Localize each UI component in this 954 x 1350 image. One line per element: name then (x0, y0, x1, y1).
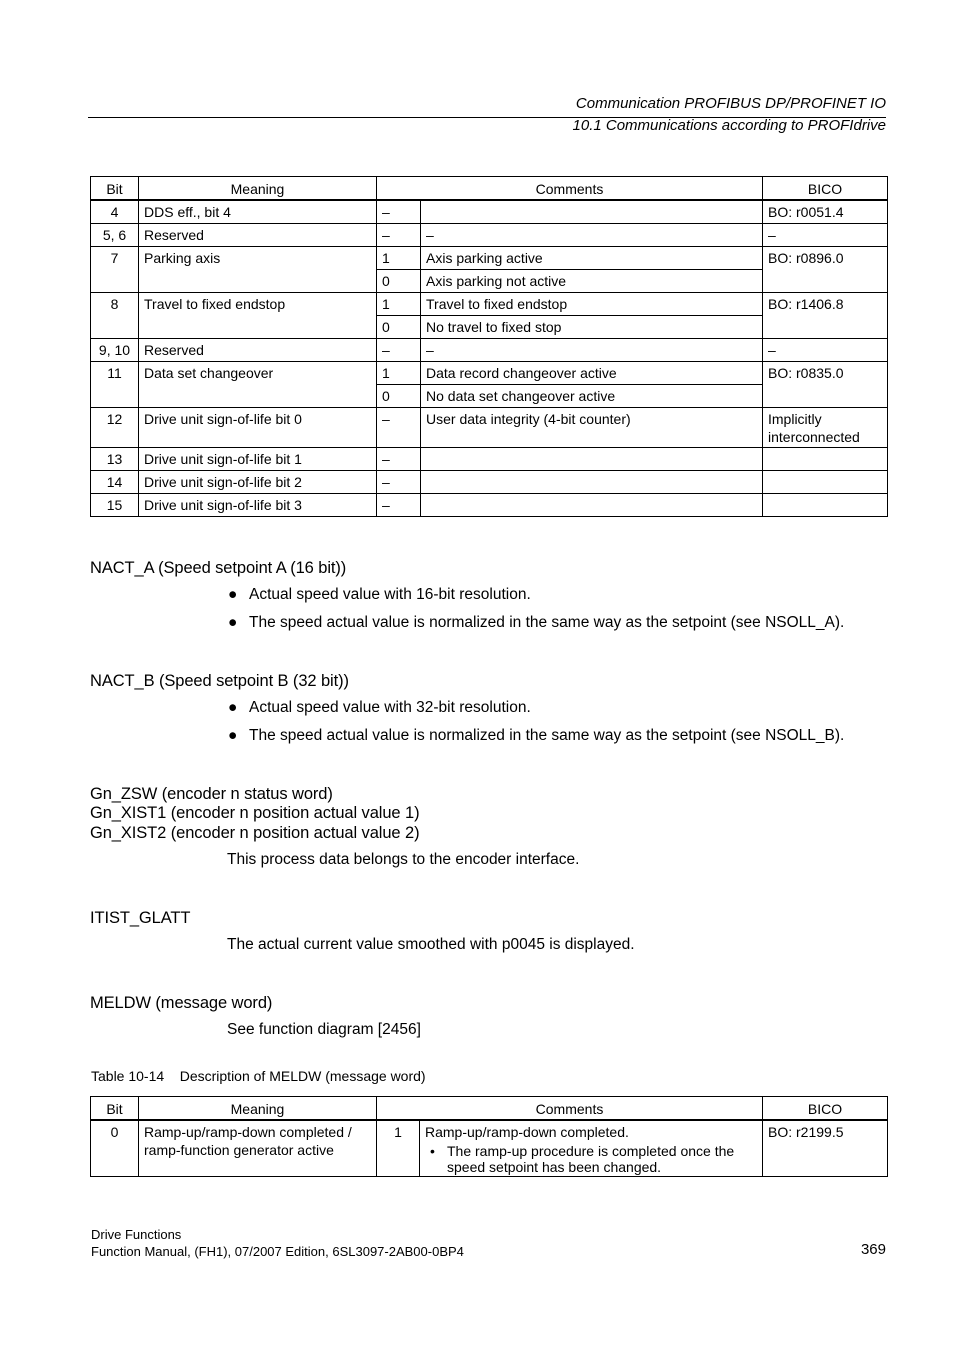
footer-title: Drive Functions (91, 1227, 182, 1242)
meaning-cell: Ramp-up/ramp-down completed / ramp-function generator active (139, 1120, 377, 1177)
col-header-meaning: Meaning (139, 177, 377, 201)
col-header-bico: BICO (763, 177, 888, 201)
comment-cell: Axis parking active (421, 247, 763, 270)
bullet-dot-icon: ● (228, 586, 238, 603)
table-row (91, 339, 888, 362)
meaning-cell: Parking axis (139, 247, 377, 293)
value-cell: 1 (377, 362, 421, 385)
bullet-dot-icon: • (430, 1143, 435, 1159)
bit-cell: 11 (91, 362, 139, 408)
page-number: 369 (860, 1241, 886, 1258)
bico-cell: BO: r2199.5 (763, 1120, 888, 1177)
bit-cell: 4 (91, 200, 139, 224)
table-row (91, 362, 888, 385)
table-row (91, 247, 888, 270)
comment-cell (421, 494, 763, 517)
bullet-text: The speed actual value is normalized in the same way as the setpoint (see NSOLL_B). (249, 727, 845, 744)
bico-cell (763, 448, 888, 471)
value-cell: – (377, 448, 421, 471)
value-cell: – (377, 408, 421, 448)
meldw-table (90, 1096, 888, 1177)
bit-cell: 0 (91, 1120, 139, 1177)
section-heading-meldw: MELDW (message word) (90, 994, 273, 1012)
bit-cell: 5, 6 (91, 224, 139, 247)
footer-edition: Function Manual, (FH1), 07/2007 Edition, 6SL3097-2AB00-0BP4 (91, 1244, 464, 1259)
section-heading-gn-xist1: Gn_XIST1 (encoder n position actual value 1) (90, 804, 420, 822)
table-row (91, 408, 888, 448)
table-row (91, 471, 888, 494)
value-cell: 1 (377, 293, 421, 316)
meaning-cell: Drive unit sign-of-life bit 2 (139, 471, 377, 494)
meaning-cell: Reserved (139, 224, 377, 247)
table-header-row (91, 1097, 888, 1121)
section-heading-gn-zsw: Gn_ZSW (encoder n status word) (90, 785, 333, 803)
comment-bullet-list (425, 1143, 757, 1175)
table-row (91, 448, 888, 471)
comment-cell (421, 200, 763, 224)
comment-cell: Travel to fixed endstop (421, 293, 763, 316)
bit-cell: 12 (91, 408, 139, 448)
bit-cell: 9, 10 (91, 339, 139, 362)
bit-cell: 14 (91, 471, 139, 494)
bico-cell: Implicitly interconnected (763, 408, 888, 448)
meaning-cell: Drive unit sign-of-life bit 3 (139, 494, 377, 517)
col-header-bit: Bit (91, 1097, 139, 1121)
bico-cell: BO: r1406.8 (763, 293, 888, 339)
running-header-section: 10.1 Communications according to PROFIdrive (572, 117, 886, 134)
value-cell: 1 (377, 247, 421, 270)
bit-cell: 7 (91, 247, 139, 293)
value-cell: – (377, 200, 421, 224)
col-header-comments: Comments (377, 1097, 763, 1121)
section-heading-itist: ITIST_GLATT (90, 909, 191, 927)
comment-cell: Data record changeover active (421, 362, 763, 385)
bico-cell (763, 471, 888, 494)
meaning-cell: Travel to fixed endstop (139, 293, 377, 339)
value-cell: 1 (377, 1120, 420, 1177)
list-item (425, 1143, 757, 1175)
body-paragraph: The actual current value smoothed with p0045 is displayed. (227, 936, 635, 953)
meaning-cell: Reserved (139, 339, 377, 362)
comment-cell: No data set changeover active (421, 385, 763, 408)
meaning-cell: Drive unit sign-of-life bit 0 (139, 408, 377, 448)
bico-cell: – (763, 224, 888, 247)
comment-cell: No travel to fixed stop (421, 316, 763, 339)
section-heading-gn-xist2: Gn_XIST2 (encoder n position actual value 2) (90, 824, 420, 842)
table-row (91, 293, 888, 316)
value-cell: – (377, 224, 421, 247)
comment-cell: – (421, 224, 763, 247)
value-cell: – (377, 339, 421, 362)
bullet-dot-icon: ● (228, 614, 238, 631)
comment-cell (420, 1120, 763, 1177)
table-caption: Table 10-14 Description of MELDW (message word) (91, 1068, 426, 1084)
meaning-cell: Data set changeover (139, 362, 377, 408)
col-header-bit: Bit (91, 177, 139, 201)
meaning-cell: Drive unit sign-of-life bit 1 (139, 448, 377, 471)
bit-cell: 13 (91, 448, 139, 471)
bico-cell: BO: r0051.4 (763, 200, 888, 224)
bullet-text: The ramp-up procedure is completed once the speed setpoint has been changed. (447, 1143, 735, 1175)
value-cell: – (377, 494, 421, 517)
col-header-bico: BICO (763, 1097, 888, 1121)
value-cell: – (377, 471, 421, 494)
meaning-cell: DDS eff., bit 4 (139, 200, 377, 224)
bullet-text: The speed actual value is normalized in the same way as the setpoint (see NSOLL_A). (249, 614, 845, 631)
comment-cell: – (421, 339, 763, 362)
body-paragraph: See function diagram [2456] (227, 1021, 421, 1038)
bit-table (90, 176, 888, 517)
value-cell: 0 (377, 316, 421, 339)
comment-cell (421, 471, 763, 494)
bico-cell (763, 494, 888, 517)
comment-cell: Axis parking not active (421, 270, 763, 293)
section-heading-nact-a: NACT_A (Speed setpoint A (16 bit)) (90, 559, 347, 577)
bit-cell: 8 (91, 293, 139, 339)
bullet-dot-icon: ● (228, 699, 238, 716)
value-cell: 0 (377, 385, 421, 408)
comment-cell: User data integrity (4-bit counter) (421, 408, 763, 448)
table-header-row (91, 177, 888, 201)
bico-cell: BO: r0896.0 (763, 247, 888, 293)
section-heading-nact-b: NACT_B (Speed setpoint B (32 bit)) (90, 672, 349, 690)
bullet-text: Actual speed value with 32-bit resolution. (249, 699, 531, 716)
bullet-dot-icon: ● (228, 727, 238, 744)
table-row (91, 200, 888, 224)
table-row (91, 224, 888, 247)
value-cell: 0 (377, 270, 421, 293)
comment-text: Ramp-up/ramp-down completed. (425, 1124, 629, 1140)
bit-cell: 15 (91, 494, 139, 517)
table-row (91, 1120, 888, 1177)
col-header-comments: Comments (377, 177, 763, 201)
table-row (91, 494, 888, 517)
col-header-meaning: Meaning (139, 1097, 377, 1121)
running-header-chapter: Communication PROFIBUS DP/PROFINET IO (575, 95, 886, 112)
comment-cell (421, 448, 763, 471)
bullet-text: Actual speed value with 16-bit resolution. (249, 586, 531, 603)
bico-cell: – (763, 339, 888, 362)
body-paragraph: This process data belongs to the encoder interface. (227, 851, 580, 868)
bico-cell: BO: r0835.0 (763, 362, 888, 408)
